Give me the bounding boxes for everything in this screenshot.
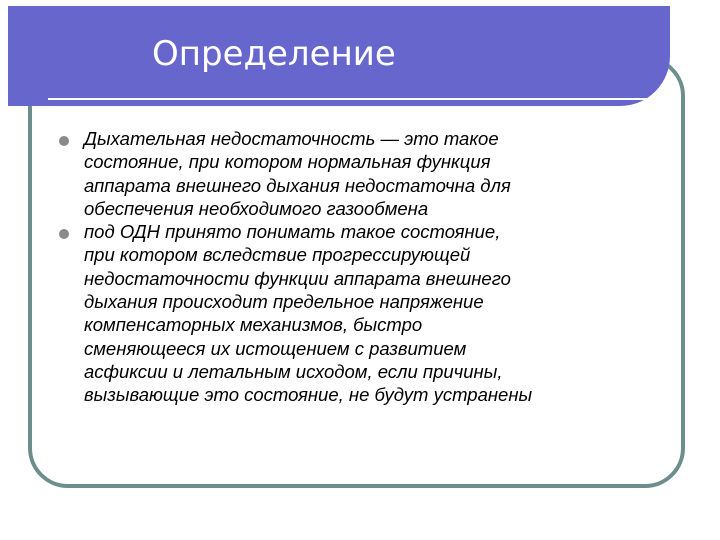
bullet-text: Дыхательная недостаточность — это такое состояние, при котором нормальная функция аппарата внешнего дыхания недостаточна для обеспечения необходимого газообмена — [84, 128, 511, 219]
bullet-list — [58, 127, 678, 407]
bullet-item-definition — [58, 127, 678, 220]
title-underline — [48, 98, 648, 100]
bullet-text: под ОДН принято понимать такое состояние, при котором вследствие прогрессирующей недостаточности функции аппарата внешнего дыхания происходит предельное напряжение компенсаторных механизмов, быстро сменяющееся их истощением с развитием асфиксии и летальным исходом, если причины, вызывающие это состояние, не будут устранены — [84, 221, 533, 406]
bullet-dot-icon — [59, 229, 69, 239]
slide-title: Определение — [152, 34, 396, 74]
bullet-item-odn — [58, 220, 678, 406]
bullet-dot-icon — [59, 136, 69, 146]
